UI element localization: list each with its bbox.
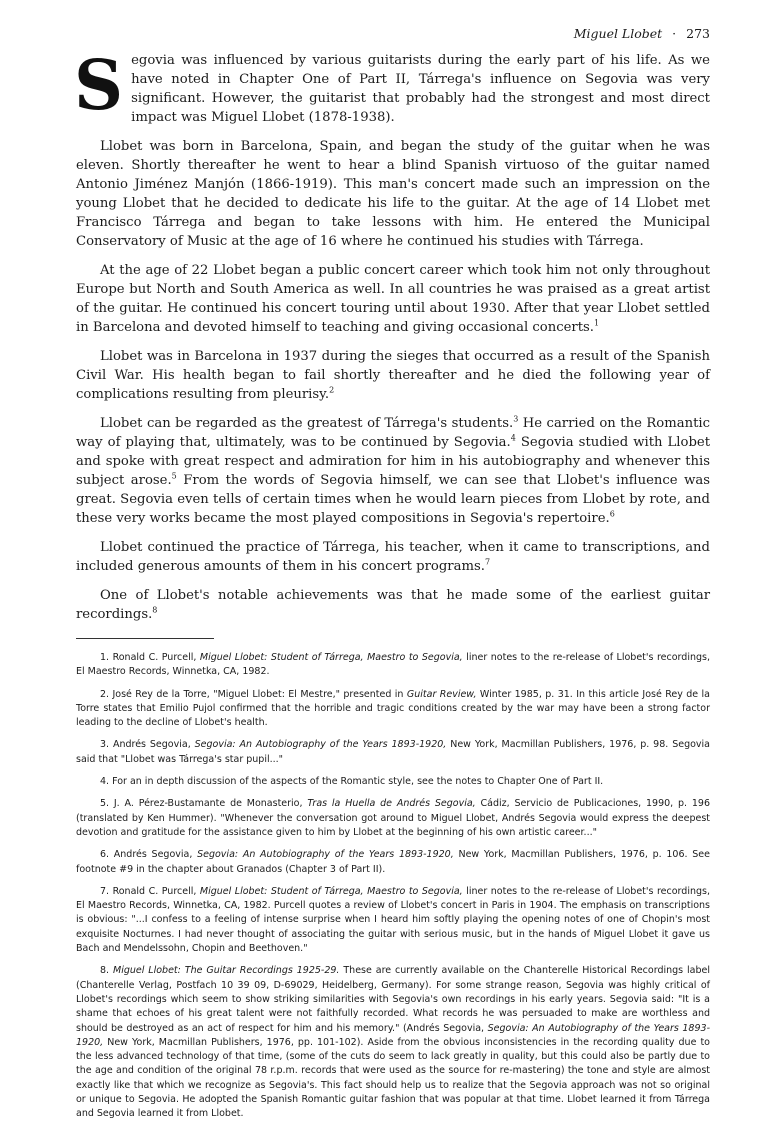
footnote-8-title-2: Segovia: An Autobiography of the Years 1893-1920,	[76, 1022, 710, 1048]
footnote-4-text: 4. For an in depth discussion of the aspects of the Romantic style, see the notes to Chapter One of Part II.	[100, 776, 604, 788]
footnote-3-rest: New York, Macmillan Publishers, 1976, p. 98. Segovia said that "Llobet was Tárrega's star pupil..."	[76, 739, 710, 765]
footnote-3-title: Segovia: An Autobiography of the Years 1893-1920,	[194, 739, 447, 751]
footnote-5-text: 5. J. A. Pérez-Bustamante de Monasterio,	[100, 798, 308, 810]
page-number: 273	[686, 26, 710, 41]
footnote-5-title: Tras la Huella de Andrés Segovia,	[307, 798, 476, 810]
paragraph-1-text: egovia was influenced by various guitarists during the early part of his life. As we have noted in Chapter One of Part II, Tárrega's influence on Segovia was very significant. However, the guitarist that probably had the strongest and most direct impact was Miguel Llobet (1878-1938).	[131, 53, 710, 125]
paragraph-5-text-a: Llobet can be regarded as the greatest of Tárrega's students.	[100, 416, 514, 431]
drop-cap: S	[74, 46, 124, 126]
paragraph-2-text: Llobet was born in Barcelona, Spain, and began the study of the guitar when he was eleven. Shortly thereafter he went to hear a blind Spanish virtuoso of the guitar named Antonio Jiménez Manjón (1866-1919). This man's concert made such an impression on the young Llobet that he decided to dedicate his life to the guitar. At the age of 14 Llobet met Francisco Tárrega and began to take lessons with him. He entered the Municipal Conservatory of Music at the age of 16 where he continued his studies with Tárrega.	[76, 139, 710, 249]
footnote-5	[76, 797, 710, 840]
paragraph-4	[76, 347, 710, 404]
footnote-ref-8[interactable]: 8	[152, 605, 158, 615]
footnote-7	[76, 885, 710, 956]
running-header	[76, 26, 710, 41]
footnotes	[76, 651, 710, 1122]
footnote-ref-1[interactable]: 1	[594, 318, 600, 328]
footnote-ref-3[interactable]: 3	[513, 414, 519, 424]
footnote-7-rest: liner notes to the re-release of Llobet's recordings, El Maestro Records, Winnetka, CA, 1982. Purcell quotes a review of Llobet's concert in Paris in 1904. The emphasis on transcriptions is obvious: "...I confess to a feeling of intense surprise when I heard him softly playing the opening notes of one of Chopin's most exquisite Nocturnes. I had never thought of associating the guitar with serious music, but in the hands of Miguel Llobet it gave us Bach and Mendelssohn, Chopin and Beethoven."	[76, 885, 710, 955]
footnote-2	[76, 688, 710, 731]
footnote-ref-5[interactable]: 5	[171, 471, 177, 481]
footnote-5-rest: Cádiz, Servicio de Publicaciones, 1990, p. 196 (translated by Ken Hummer). "Whenever the conversation got around to Miguel Llobet, Andrés Segovia would express the deepest devotion and gratitude for the assistance given to him by Llobet at the beginning of his own artistic career..."	[76, 798, 711, 838]
footnote-6	[76, 848, 710, 877]
footnote-8-rest-2: New York, Macmillan Publishers, 1976, pp. 101-102). Aside from the obvious inconsistencies in the recording quality due to the less advanced technology of that time, (some of the cuts do seem to lack greatly in quality, but this could also be partly due to the age and condition of the original 78 r.p.m. records that were used as the source for re-mastering) the tone and style are almost exactly like that which we recognize as Segovia's. This fact should help us to realize that the Segovia approach was not so original or unique to Segovia. He adopted the Spanish Romantic guitar fashion that was popular at that time. Llobet learned it from Tárrega and Segovia learned it from Llobet.	[76, 1036, 710, 1120]
paragraph-5	[76, 414, 710, 528]
paragraph-5-text-b: He carried on the Romantic way of playing that, ultimately, was to be continued by Segovia.	[76, 416, 711, 450]
footnote-3-text: 3. Andrés Segovia,	[100, 739, 195, 751]
footnote-6-text: 6. Andrés Segovia,	[100, 849, 198, 861]
paragraph-4-text: Llobet was in Barcelona in 1937 during the sieges that occurred as a result of the Spanish Civil War. His health began to fail shortly thereafter and he died the following year of complications resulting from pleurisy.	[76, 349, 710, 402]
footnote-2-text: 2. José Rey de la Torre, "Miguel Llobet: El Mestre," presented in	[100, 688, 407, 700]
footnote-8-rest: These are currently available on the Chanterelle Historical Recordings label (Chanterelle Verlag, Postfach 10 39 09, D-69029, Heidelberg, Germany). For some strange reason, Segovia was highly critical of Llobet's recordings which seem to show striking similarities with Segovia's own recordings in his early years. Segovia said: "It is a shame that echoes of his great talent were not faithfully recorded. What records he was persuaded to make are worthless and should be destroyed as an act of respect for him and his memory." (Andrés Segovia,	[76, 965, 711, 1034]
paragraph-1	[74, 46, 710, 127]
footnote-ref-7[interactable]: 7	[484, 557, 491, 567]
paragraph-6	[76, 538, 710, 576]
paragraph-2	[76, 137, 710, 251]
footnote-6-rest: New York, Macmillan Publishers, 1976, p. 106. See footnote #9 in the chapter about Granados (Chapter 3 of Part II).	[76, 849, 710, 875]
footnote-6-title: Segovia: An Autobiography of the Years 1893-1920,	[197, 849, 454, 861]
footnote-ref-2[interactable]: 2	[329, 385, 335, 395]
paragraph-3	[76, 261, 710, 337]
footnote-1-text: 1. Ronald C. Purcell,	[100, 652, 200, 663]
footnote-2-title: Guitar Review,	[406, 688, 477, 700]
footnote-divider	[76, 638, 214, 639]
footnote-1-rest: liner notes to the re-release of Llobet's recordings, El Maestro Records, Winnetka, CA, 1982.	[76, 652, 710, 678]
book-page	[76, 26, 710, 1130]
footnote-8-text: 8.	[100, 965, 113, 977]
footnote-3	[76, 738, 710, 767]
footnote-1	[76, 651, 710, 680]
paragraph-6-text: Llobet continued the practice of Tárrega, his teacher, when it came to transcriptions, and included generous amounts of them in his concert programs.	[76, 540, 710, 574]
footnote-7-text: 7. Ronald C. Purcell,	[100, 885, 200, 897]
paragraph-7	[76, 586, 710, 624]
running-title: Miguel Llobet	[573, 26, 663, 41]
main-text	[74, 46, 711, 624]
footnote-7-title: Miguel Llobet: Student of Tárrega, Maestro to Segovia,	[199, 885, 463, 897]
footnote-ref-6[interactable]: 6	[609, 509, 615, 519]
header-separator: ·	[672, 26, 677, 41]
footnote-ref-4[interactable]: 4	[510, 433, 516, 443]
footnote-4	[76, 775, 710, 789]
footnote-8-title: Miguel Llobet: The Guitar Recordings 1925-29.	[113, 965, 340, 977]
paragraph-5-text-d: From the words of Segovia himself, we can see that Llobet's influence was great. Segovia even tells of certain times when he would learn pieces from Llobet by rote, and these very works became the most played compositions in Segovia's repertoire.	[76, 473, 711, 526]
footnote-8	[76, 964, 710, 1121]
footnote-2-rest: Winter 1985, p. 31. In this article José Rey de la Torre states that Emilio Pujol confirmed that the horrible and tragic conditions created by the war may have been a strong factor leading to the decline of Llobet's health.	[76, 688, 711, 729]
paragraph-5-text-c: Segovia studied with Llobet and spoke with great respect and admiration for him in his autobiography and whenever this subject arose.	[76, 435, 710, 488]
paragraph-3-text: At the age of 22 Llobet began a public concert career which took him not only throughout Europe but North and South America as well. In all countries he was praised as a great artist of the guitar. He continued his concert touring until about 1930. After that year Llobet settled in Barcelona and devoted himself to teaching and giving occasional concerts.	[76, 263, 710, 335]
footnote-1-title: Miguel Llobet: Student of Tárrega, Maestro to Segovia,	[199, 652, 463, 663]
paragraph-7-text: One of Llobet's notable achievements was that he made some of the earliest guitar recordings.	[76, 588, 710, 622]
